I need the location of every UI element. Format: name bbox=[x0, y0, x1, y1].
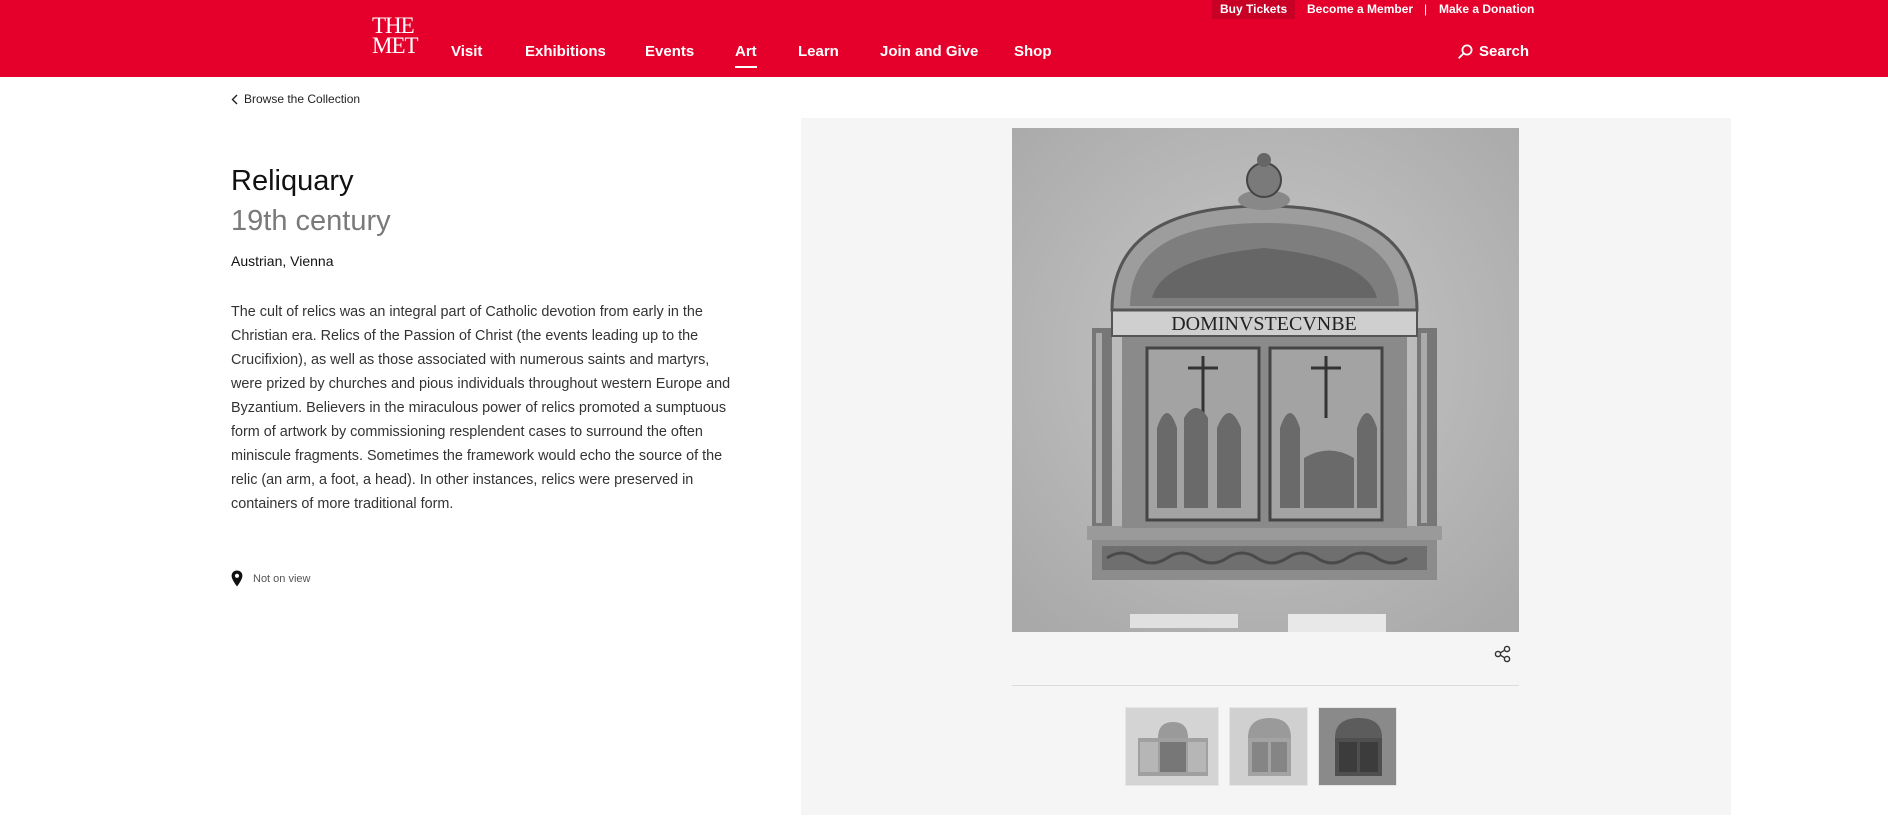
search-icon bbox=[1458, 44, 1473, 59]
search-label: Search bbox=[1479, 43, 1530, 60]
utility-separator: | bbox=[1424, 2, 1428, 16]
location-status: Not on view bbox=[253, 572, 311, 585]
thumbnail-1[interactable] bbox=[1125, 707, 1219, 786]
object-date: 19th century bbox=[231, 205, 391, 237]
object-title: Reliquary bbox=[231, 165, 354, 197]
nav-join-and-give[interactable]: Join and Give bbox=[880, 43, 979, 60]
main-object-image[interactable] bbox=[1012, 128, 1519, 632]
share-button[interactable] bbox=[1493, 644, 1513, 664]
site-header bbox=[0, 0, 1888, 77]
thumbnail-2-image bbox=[1230, 708, 1308, 786]
search-button[interactable] bbox=[1458, 43, 1529, 60]
reliquary-photo bbox=[1012, 128, 1519, 632]
nav-exhibitions[interactable]: Exhibitions bbox=[525, 43, 606, 60]
browse-collection-label: Browse the Collection bbox=[244, 92, 361, 106]
make-donation-link[interactable]: Make a Donation bbox=[1439, 2, 1535, 16]
browse-collection-link[interactable] bbox=[231, 92, 360, 106]
nav-art[interactable]: Art bbox=[735, 43, 757, 60]
thumbnail-2[interactable] bbox=[1229, 707, 1308, 786]
share-icon bbox=[1493, 644, 1513, 664]
image-divider bbox=[1012, 685, 1519, 686]
buy-tickets-link[interactable]: Buy Tickets bbox=[1212, 0, 1295, 19]
met-logo[interactable] bbox=[372, 13, 418, 60]
nav-visit[interactable]: Visit bbox=[451, 43, 483, 60]
logo-line-1: THE bbox=[372, 13, 414, 38]
nav-events[interactable]: Events bbox=[645, 43, 695, 60]
nav-learn[interactable]: Learn bbox=[798, 43, 839, 60]
object-description: The cult of relics was an integral part of Catholic devotion from early in the Christian era. Relics of the Passion of Christ (the events leading up to the Crucifixion), as well as those associated with numerous saints and martyrs, were prized by churches and pious individuals throughout western Europe and Byzantium. Believers in the miraculous power of relics promoted a sumptuous form of artwork by commissioning resplendent cases to surround the often miniscule fragments. Sometimes the framework would echo the source of the relic (an arm, a foot, a head). In other instances, relics were preserved in containers of more traditional form. bbox=[231, 304, 731, 512]
object-culture: Austrian, Vienna bbox=[231, 253, 334, 269]
become-member-link[interactable]: Become a Member bbox=[1307, 2, 1414, 16]
nav-shop[interactable]: Shop bbox=[1014, 43, 1052, 60]
map-pin-icon bbox=[231, 570, 243, 587]
chevron-left-icon bbox=[231, 94, 238, 105]
logo-line-2: MET bbox=[372, 33, 418, 58]
gallery-location bbox=[231, 570, 310, 587]
thumbnail-3[interactable] bbox=[1318, 707, 1397, 786]
thumbnail-3-image bbox=[1319, 708, 1397, 786]
thumbnail-1-image bbox=[1126, 708, 1219, 786]
inscription-text: DOMINVSTECVNBE bbox=[1171, 313, 1357, 335]
